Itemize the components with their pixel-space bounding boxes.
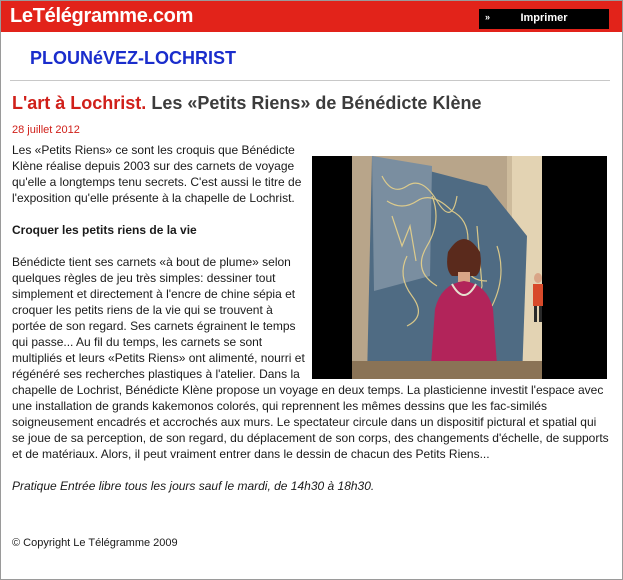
print-button[interactable]: [479, 9, 609, 29]
site-logo[interactable]: [10, 5, 193, 28]
article-title: Les «Petits Riens» de Bénédicte Klène: [151, 93, 482, 113]
copyright-notice: © Copyright Le Télégramme 2009: [12, 537, 178, 549]
section-title: PLOUNéVEZ-LOCHRIST: [30, 48, 237, 68]
article-practical-info: Pratique Entrée libre tous les jours sauf le mardi, de 14h30 à 18h30.: [12, 479, 375, 493]
article-paragraph: Bénédicte tient ses carnets «à bout de plume» selon quelques règles de jeu très simples: dessiner tout simplement et directement à l'encre de chine sépia et croquer les petits riens de la vie qui se trouvent à portée de son regard. Ses carnets égrainent le temps qui passe... Au fil du temps, les carnets se sont multipliés et leurs «Petits Riens» ont alimenté, nourri et régénéré ses recherches plastiques à l'atelier. Dans la chapelle de Lochrist, Bénédicte Klène propose un voyage en deux temps. La plasticienne investit l'espace avec une installation de grands kakemonos colorés, qui reprennent les mêmes dessins que les fac-similés soigneusement encadrés et accrochés aux murs. Le spectateur circule dans un dispositif pictural et spatial qui se joue de sa perception, de son regard, du déplacement de son corps, des changements d'échelle, de supports et de matériaux. Alors, il peut vraiment entrer dans le dessin de chacun des Petits Riens...: [12, 255, 609, 461]
article-paragraph: Les «Petits Riens» ce sont les croquis que Bénédicte Klène réalise depuis 2003 sur des carnets de voyage qu'elle a longtemps tenu secrets. C'est aussi le titre de l'exposition qu'elle présente à la chapelle de Lochrist.: [12, 143, 302, 205]
logo-dotcom-text: .com: [147, 5, 194, 27]
site-header: [1, 1, 622, 32]
article-subheading: Croquer les petits riens de la vie: [12, 223, 197, 237]
article-date: 28 juillet 2012: [12, 124, 80, 136]
article-photo-image: [312, 156, 607, 379]
double-chevron-right-icon: »: [485, 12, 491, 22]
article-photo: [312, 156, 607, 379]
article-kicker: L'art à Lochrist.: [12, 93, 147, 113]
section-divider: [10, 80, 610, 81]
article-headline: [12, 93, 481, 114]
logo-main-text: LeTélégramme: [10, 5, 148, 27]
print-button-label: Imprimer: [520, 12, 568, 24]
